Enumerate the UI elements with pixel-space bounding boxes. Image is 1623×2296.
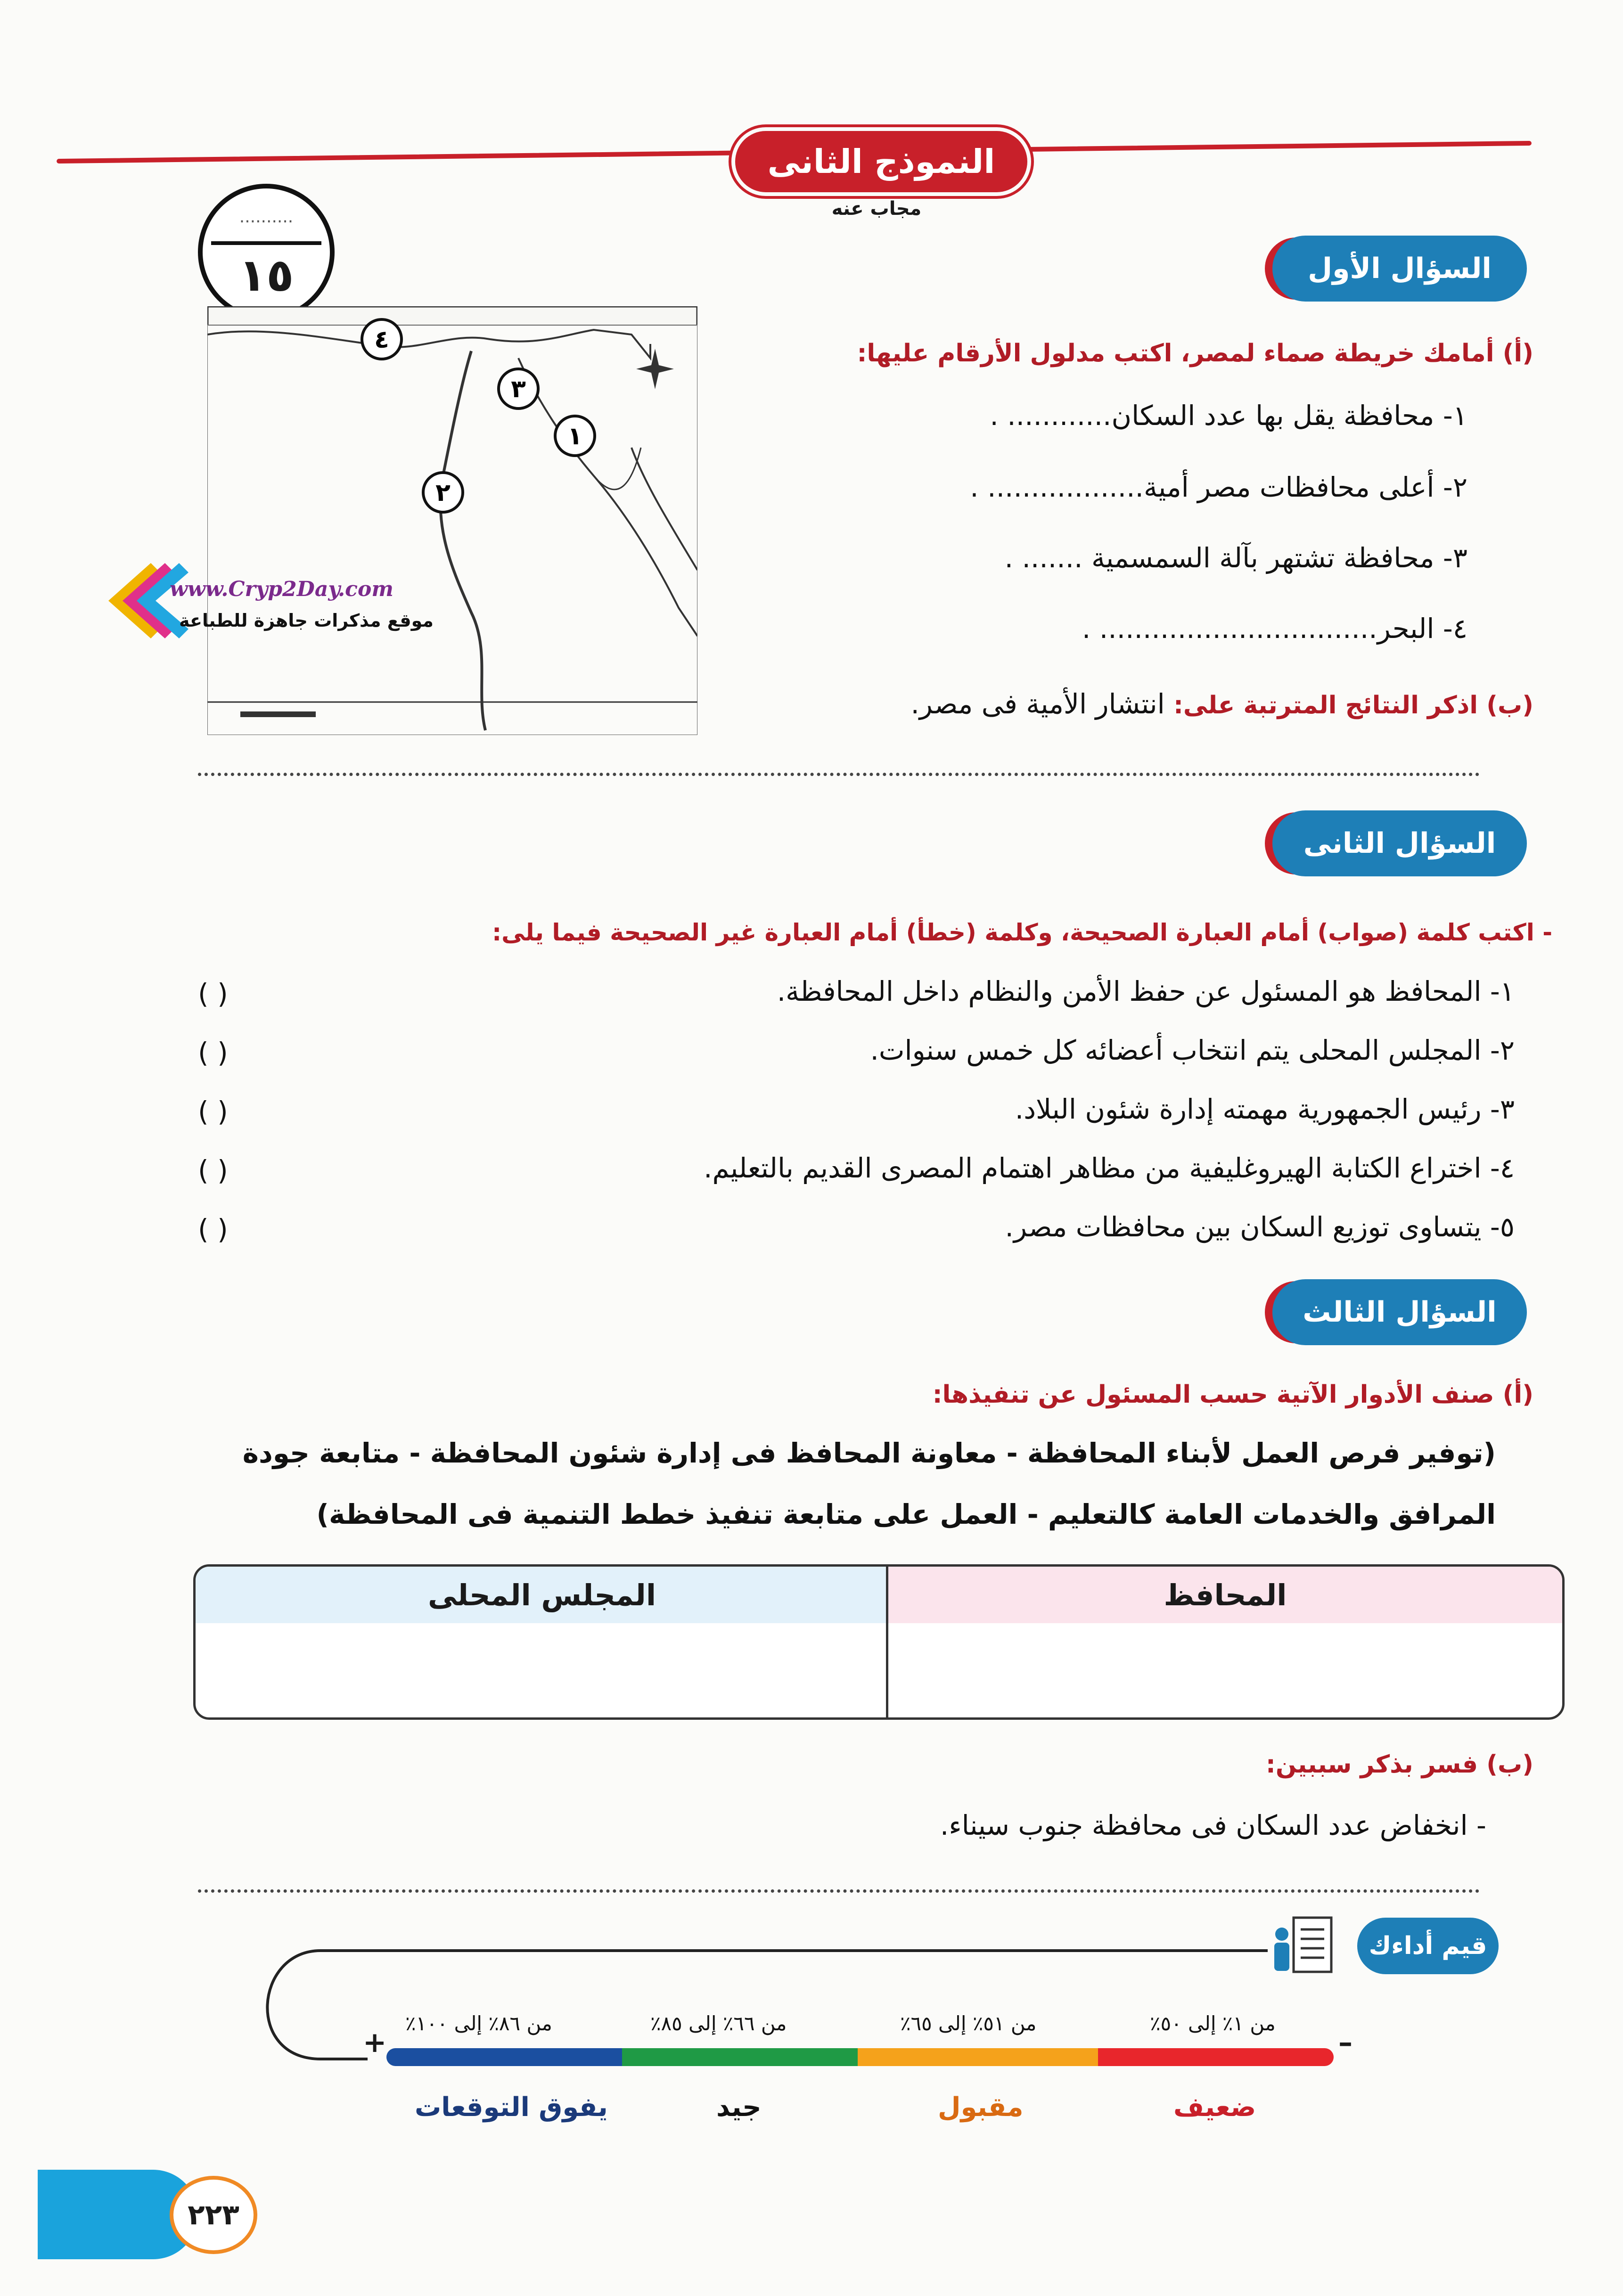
page-number: ٢٢٣: [170, 2176, 257, 2254]
evaluation-icon: [1268, 1911, 1338, 1981]
map-inner-frame: [207, 325, 697, 735]
q1-heading: السؤال الأول: [1272, 236, 1527, 302]
map-label-3: [499, 369, 538, 409]
exam-number-dots: ..........: [239, 207, 294, 227]
rating-range-exceeds: من ٨٦٪ إلى ١٠٠٪: [405, 2012, 552, 2035]
map-label-4: [362, 319, 402, 359]
q2-answer-1[interactable]: ( ): [198, 978, 228, 1010]
q1-item-1: ١- محافظة يقل بها عدد السكان............ .: [990, 400, 1467, 432]
map-label-4-text: ٤: [374, 326, 389, 354]
q2-item-3: ٣- رئيس الجمهورية مهمته إدارة شئون البلاد.: [1015, 1093, 1515, 1125]
q3-heading: السؤال الثالث: [1272, 1279, 1527, 1345]
rating-label-good: جيد: [716, 2092, 762, 2123]
q2-item-1: ١- المحافظ هو المسئول عن حفظ الأمن والنظام داخل المحافظة.: [777, 975, 1515, 1007]
rating-range-good: من ٦٦٪ إلى ٨٥٪: [650, 2012, 787, 2035]
egypt-blank-map: [207, 306, 697, 735]
section-divider-1: [198, 773, 1480, 776]
q1-part-b: [910, 688, 1533, 720]
map-label-2-text: ٢: [435, 479, 451, 507]
q2-instruction: - اكتب كلمة (صواب) أمام العبارة الصحيحة، وكلمة (خطأ) أمام العبارة غير الصحيحة فيما يلى:: [492, 919, 1552, 946]
classification-table: [193, 1564, 1565, 1720]
watermark-tagline: موقع مذكرات جاهزة للطباعة: [179, 610, 434, 631]
q2-heading: السؤال الثانى: [1272, 810, 1527, 876]
scale-bar: [240, 711, 316, 717]
rating-bar-weak[interactable]: [1098, 2048, 1334, 2066]
q2-answer-4[interactable]: ( ): [198, 1154, 228, 1186]
exam-number-badge: [198, 184, 335, 320]
map-label-3-text: ٣: [511, 375, 526, 403]
map-label-2: [423, 473, 463, 512]
q1-part-a: (أ) أمامك خريطة صماء لمصر، اكتب مدلول الأرقام عليها:: [857, 339, 1533, 368]
q3-roles-line-1: (توفير فرص العمل لأبناء المحافظة - معاونة المحافظ فى إدارة شئون المحافظة - متابعة جودة: [242, 1437, 1496, 1469]
table-header-council: المجلس المحلى: [196, 1567, 888, 1623]
q3-part-b-item: - انخفاض عدد السكان فى محافظة جنوب سيناء.: [940, 1809, 1486, 1841]
q2-item-5: ٥- يتساوى توزيع السكان بين محافظات مصر.: [1005, 1211, 1515, 1243]
badge-divider: [211, 241, 321, 245]
q3-part-b: (ب) فسر بذكر سببين:: [1266, 1750, 1533, 1779]
q1-item-2: ٢- أعلى محافظات مصر أمية.................. .: [970, 471, 1467, 503]
q1-item-3: ٣- محافظة تشتهر بآلة السمسمية ....... .: [1004, 542, 1467, 574]
q2-item-2: ٢- المجلس المحلى يتم انتخاب أعضائه كل خمس سنوات.: [870, 1034, 1515, 1066]
rating-range-acceptable: من ٥١٪ إلى ٦٥٪: [900, 2012, 1037, 2035]
answered-label: مجاب عنه: [831, 198, 922, 220]
section-divider-2: [198, 1889, 1480, 1893]
table-cell-governor[interactable]: [888, 1623, 1562, 1717]
rating-label-exceeds: يفوق التوقعات: [415, 2092, 608, 2123]
table-header-governor: المحافظ: [888, 1567, 1562, 1623]
q2-item-4: ٤- اختراع الكتابة الهيروغليفية من مظاهر اهتمام المصرى القديم بالتعليم.: [704, 1152, 1515, 1184]
model-title: النموذج الثانى: [735, 131, 1027, 192]
q2-answer-3[interactable]: ( ): [198, 1095, 228, 1128]
q1-part-b-label: (ب) اذكر النتائج المترتبة على:: [1173, 691, 1533, 719]
rating-bar-acceptable[interactable]: [858, 2048, 1098, 2066]
q2-answer-2[interactable]: ( ): [198, 1037, 228, 1069]
table-cell-council[interactable]: [196, 1623, 886, 1717]
rating-plus: +: [363, 2026, 387, 2059]
watermark-site: www.Cryp2Day.com: [170, 577, 393, 601]
rating-bar-good[interactable]: [622, 2048, 858, 2066]
q1-item-4: ٤- البحر................................ .: [1082, 613, 1467, 645]
rating-minus: –: [1338, 2026, 1352, 2059]
rating-range-weak: من ١٪ إلى ٥٠٪: [1150, 2012, 1276, 2035]
rating-label-weak: ضعيف: [1173, 2092, 1256, 2123]
rating-label-acceptable: مقبول: [938, 2092, 1024, 2123]
rating-bar-exceeds[interactable]: [386, 2048, 622, 2066]
q1-part-b-text: انتشار الأمية فى مصر.: [910, 688, 1174, 720]
map-label-1-text: ١: [567, 422, 582, 450]
exam-number: ١٥: [238, 249, 294, 302]
q3-roles-line-2: المرافق والخدمات العامة كالتعليم - العمل على متابعة تنفيذ خطط التنمية فى المحافظة): [316, 1498, 1496, 1530]
map-label-1: [555, 416, 595, 456]
rate-performance-button[interactable]: قيم أداءك: [1357, 1918, 1499, 1974]
q2-answer-5[interactable]: ( ): [198, 1213, 228, 1245]
q3-part-a: (أ) صنف الأدوار الآتية حسب المسئول عن تنفيذها:: [932, 1381, 1533, 1409]
